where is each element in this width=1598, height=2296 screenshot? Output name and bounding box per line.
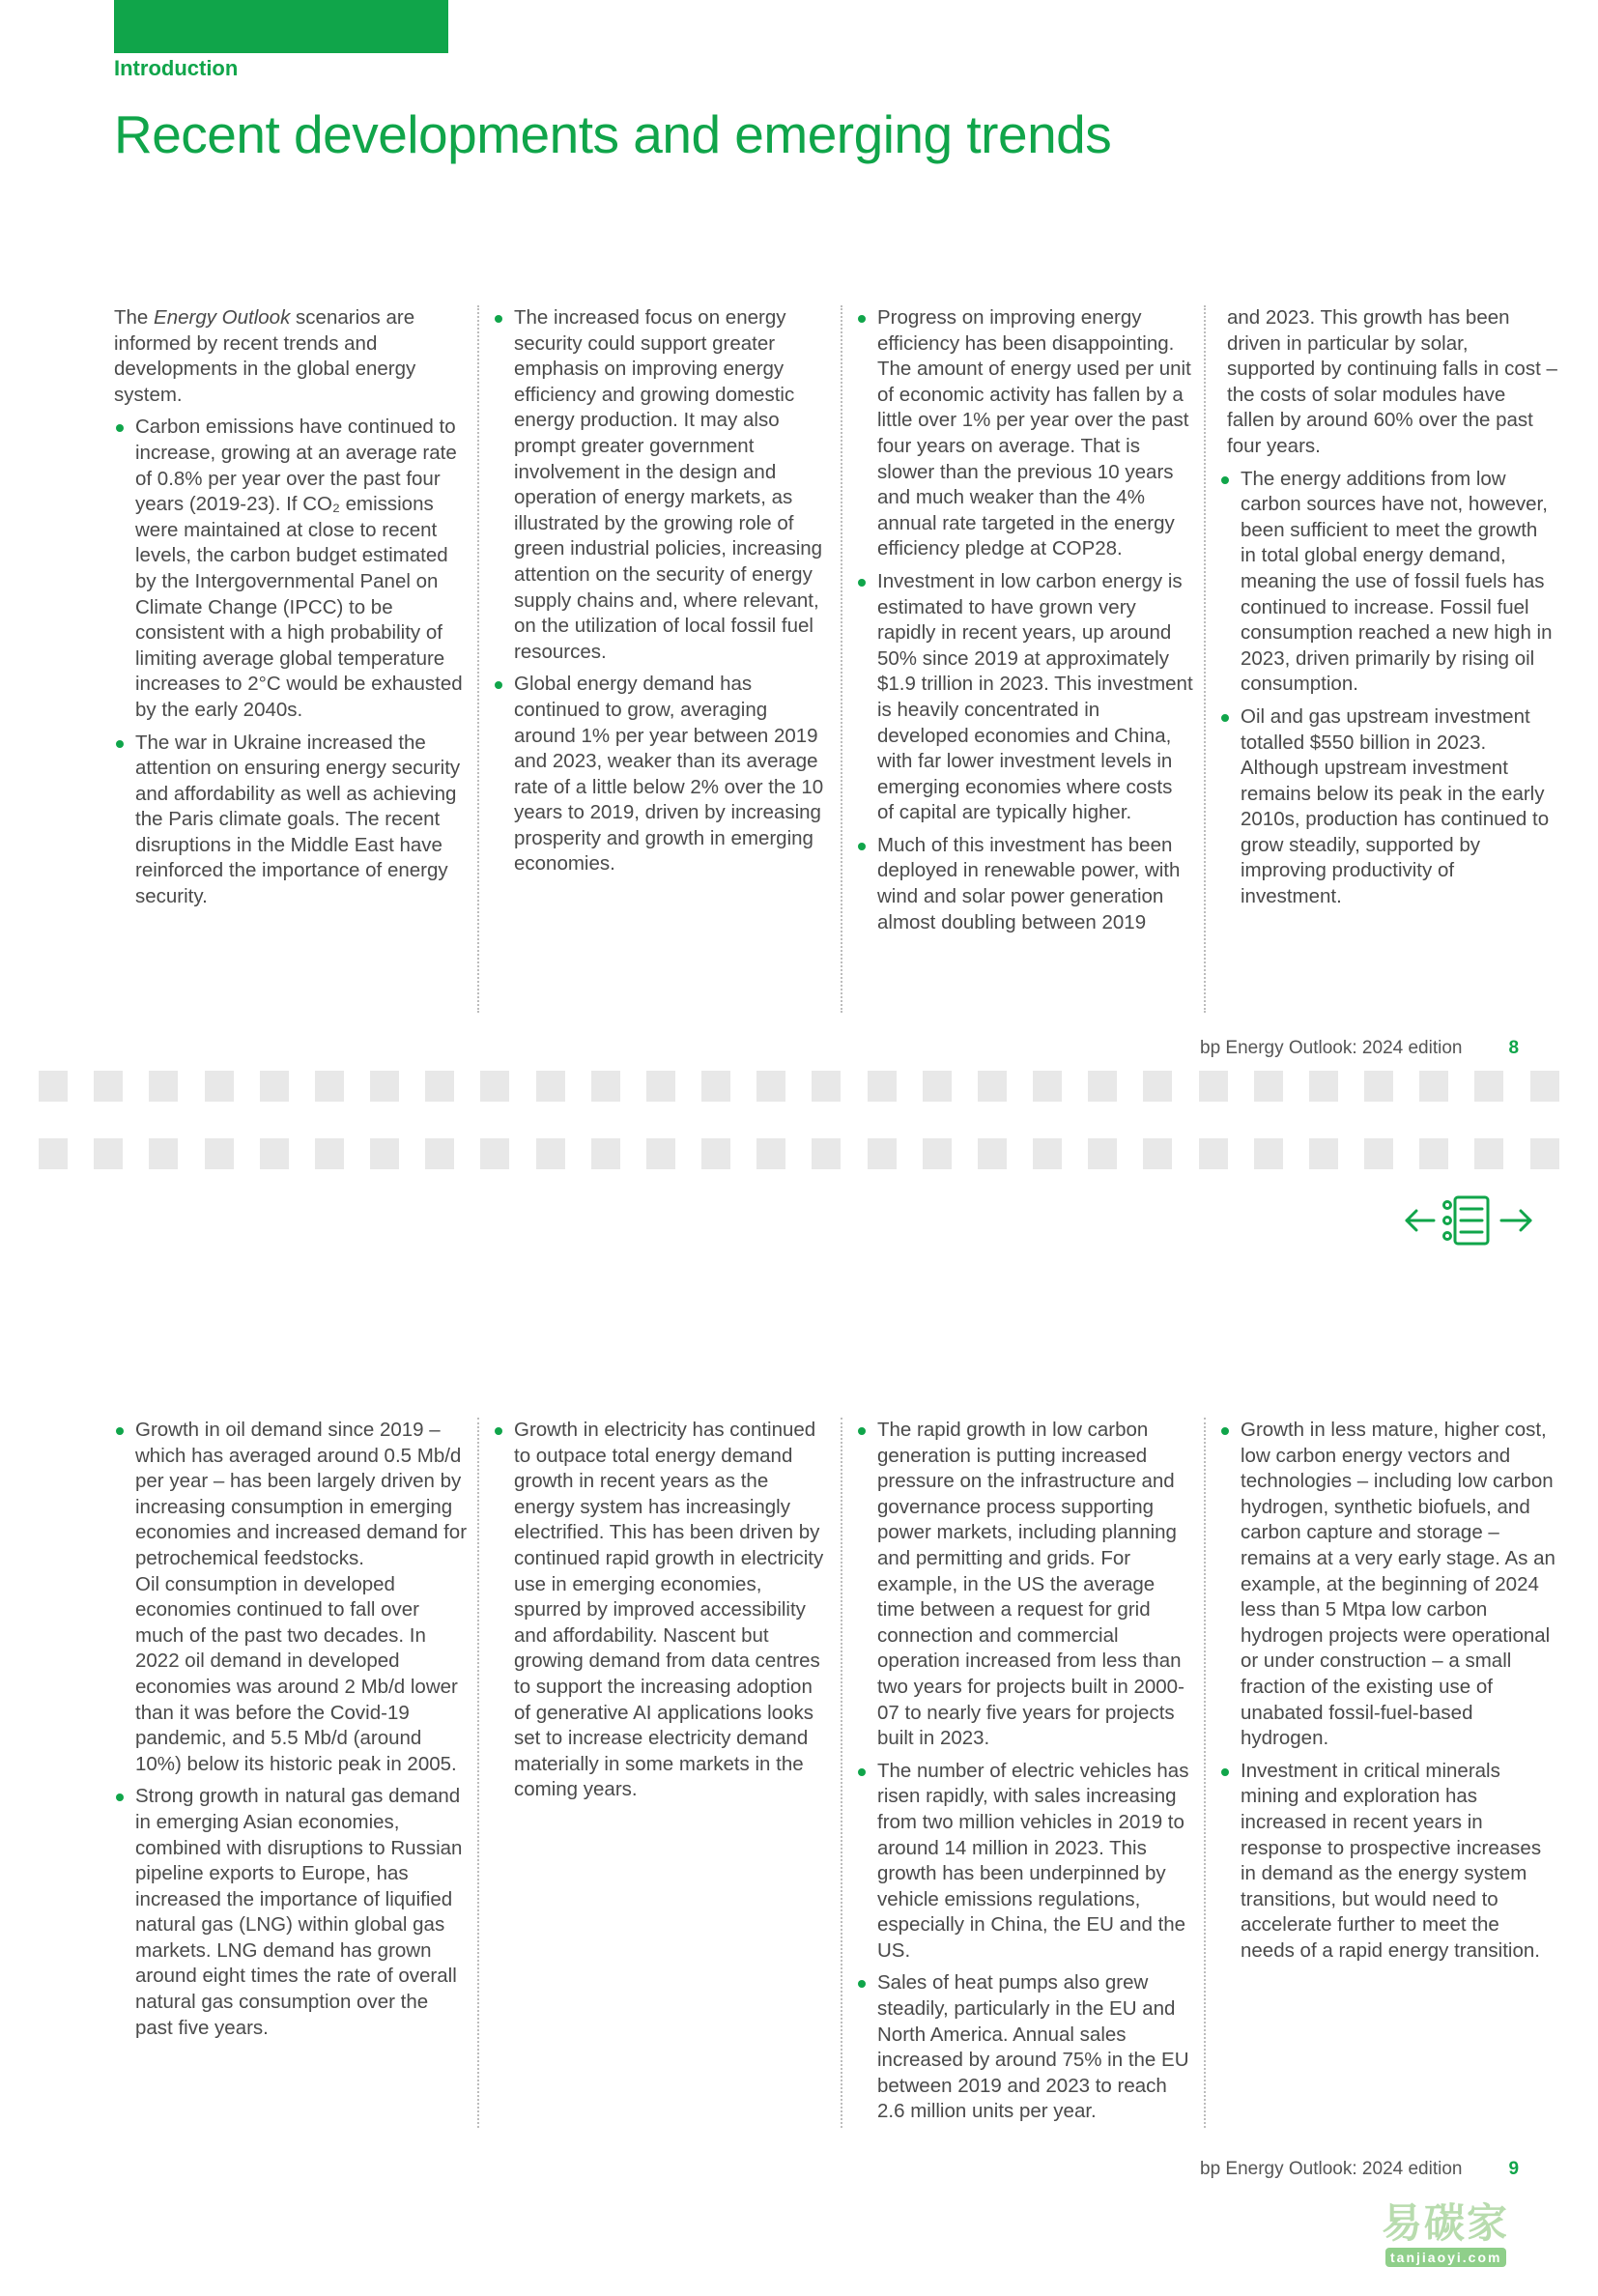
list-item: Global energy demand has continued to grow, averaging around 1% per year between 2019 and 2023, weaker than its average rate of a little below 2% over the 10 years to 2019, driven by increasing prosperity and growth in emerging economies. bbox=[493, 672, 831, 877]
intro-paragraph: The Energy Outlook scenarios are informed by recent trends and developments in the global energy system. bbox=[114, 306, 416, 406]
list-item: Progress on improving energy efficiency has been disappointing. The amount of energy used per unit of economic activity has fallen by a little over 1% per year over the past four years on average. That is slower than the previous 10 years and much weaker than the 4% annual rate targeted in the energy efficiency pledge at COP28. bbox=[856, 305, 1194, 562]
page8-footer bbox=[1200, 1038, 1519, 1059]
footer-text: bp Energy Outlook: 2024 edition bbox=[1200, 2159, 1463, 2179]
page8-column-3 bbox=[841, 305, 1204, 1013]
page-title: Recent developments and emerging trends bbox=[114, 104, 1112, 164]
list-item: Investment in critical minerals mining and exploration has increased in recent years in response to prospective increases in demand as the energy system transitions, but would need to accelerate further to meet the needs of a rapid energy transition. bbox=[1219, 1759, 1557, 1965]
list-item: Sales of heat pumps also grew steadily, particularly in the EU and North America. Annual sales increased by around 75% in the EU between 2019 and 2023 to reach 2.6 million units per year. bbox=[856, 1970, 1194, 2125]
list-item: Oil and gas upstream investment totalled $550 billion in 2023. Although upstream investment remains below its peak in the early 2010s, production has continued to grow steadily, supported by improving productivity of investment. bbox=[1219, 704, 1557, 910]
list-item: Growth in oil demand since 2019 – which has averaged around 0.5 Mb/d per year – has been largely driven by increasing consumption in emerging economies and increased demand for petrochemical feedstocks. Oil consumption in developed economies continued to fall over much of the past two decades. In 2022 oil demand in developed economies was around 2 Mb/d lower than it was before the Covid-19 pandemic, and 5.5 Mb/d (around 10%) below its historic peak in 2005. bbox=[114, 1418, 468, 1777]
list-item: Carbon emissions have continued to increase, growing at an average rate of 0.8% per year over the past four years (2019-23). If CO₂ emissions were maintained at close to recent levels, the carbon budget estimated by the Intergovernmental Panel on Climate Change (IPCC) to be consistent with a high probability of limiting average global temperature increases to 2°C would be exhausted by the early 2040s. bbox=[114, 415, 468, 723]
page8-column-2 bbox=[477, 305, 841, 1013]
list-item: The energy additions from low carbon sources have not, however, been sufficient to meet the growth in total global energy demand, meaning the use of fossil fuels has continued to increase. Fossil fuel consumption reached a new high in 2023, driven primarily by rising oil consumption. bbox=[1219, 467, 1557, 698]
contents-list-icon[interactable] bbox=[1444, 1197, 1489, 1244]
page9-column-4 bbox=[1204, 1418, 1567, 2128]
page8-column-1 bbox=[114, 305, 477, 1013]
page9-footer bbox=[1200, 2159, 1519, 2180]
watermark-logo: 易碳家$^{tanjiaoyi.com}$ bbox=[1382, 2200, 1510, 2265]
publication-name: Energy Outlook bbox=[154, 306, 291, 329]
continued-paragraph: and 2023. This growth has been driven in particular by solar, supported by continuing falls in cost – the costs of solar modules have fallen by around 60% over the past four years. bbox=[1227, 306, 1557, 457]
list-item: The number of electric vehicles has risen rapidly, with sales increasing from two million vehicles in 2019 to around 14 million in 2023. This growth has been underpinned by vehicle emissions regulations, especially in China, the EU and the US. bbox=[856, 1759, 1194, 1965]
arrow-left-icon[interactable] bbox=[1407, 1211, 1434, 1230]
page8-columns bbox=[114, 305, 1567, 1013]
page-navigation bbox=[1403, 1191, 1538, 1249]
page-separator-top bbox=[39, 1071, 1559, 1102]
page9-column-1 bbox=[114, 1418, 477, 2128]
footer-text: bp Energy Outlook: 2024 edition bbox=[1200, 1038, 1463, 1058]
page9-column-2 bbox=[477, 1418, 841, 2128]
header-green-bar bbox=[114, 0, 448, 53]
list-item: Growth in electricity has continued to outpace total energy demand growth in recent years as the energy system has increasingly electrified. This has been driven by continued rapid growth in electricity use in emerging economies, spurred by improved accessibility and affordability. Nascent but growing demand from data centres to support the increasing adoption of generative AI applications looks set to increase electricity demand materially in some markets in the coming years. bbox=[493, 1418, 831, 1803]
list-item: Much of this investment has been deployed in renewable power, with wind and solar power generation almost doubling between 2019 bbox=[856, 833, 1194, 935]
page8-column-4 bbox=[1204, 305, 1567, 1013]
page9-column-3 bbox=[841, 1418, 1204, 2128]
list-item: Growth in less mature, higher cost, low carbon energy vectors and technologies – including low carbon hydrogen, synthetic biofuels, and carbon capture and storage – remains at a very early stage. As an example, at the beginning of 2024 less than 5 Mtpa low carbon hydrogen projects were operational or under construction – a small fraction of the existing use of unabated fossil-fuel-based hydrogen. bbox=[1219, 1418, 1557, 1752]
page-number: 8 bbox=[1508, 1038, 1520, 1058]
list-item: The increased focus on energy security could support greater emphasis on improving energy efficiency and growing domestic energy production. It may also prompt greater government involvement in the design and operation of energy markets, as illustrated by the growing role of green industrial policies, increasing attention on the security of energy supply chains and, where relevant, on the utilization of local fossil fuel resources. bbox=[493, 305, 831, 665]
list-item: Investment in low carbon energy is estimated to have grown very rapidly in recent years, up around 50% since 2019 at approximately $1.9 trillion in 2023. This investment is heavily concentrated in developed economies and China, with far lower investment levels in emerging economies where costs of capital are typically higher. bbox=[856, 569, 1194, 826]
page-navigation-svg bbox=[1403, 1191, 1538, 1249]
page9-columns bbox=[114, 1418, 1567, 2128]
list-item: Strong growth in natural gas demand in emerging Asian economies, combined with disruptions to Russian pipeline exports to Europe, has increased the importance of liquified natural gas (LNG) within global gas markets. LNG demand has grown around eight times the rate of overall natural gas consumption over the past five years. bbox=[114, 1784, 468, 2041]
section-label: Introduction bbox=[114, 56, 239, 80]
page-separator-bottom bbox=[39, 1138, 1559, 1169]
arrow-right-icon[interactable] bbox=[1501, 1211, 1530, 1230]
list-item: The rapid growth in low carbon generation is putting increased pressure on the infrastructure and governance process supporting power markets, including planning and permitting and grids. For example, in the US the average time between a request for grid connection and commercial operation increased from less than two years for projects built in 2000-07 to nearly five years for projects built in 2023. bbox=[856, 1418, 1194, 1752]
page-number: 9 bbox=[1508, 2159, 1520, 2179]
list-item: The war in Ukraine increased the attention on ensuring energy security and affordability as well as achieving the Paris climate goals. The recent disruptions in the Middle East have reinforced the importance of energy security. bbox=[114, 731, 468, 910]
